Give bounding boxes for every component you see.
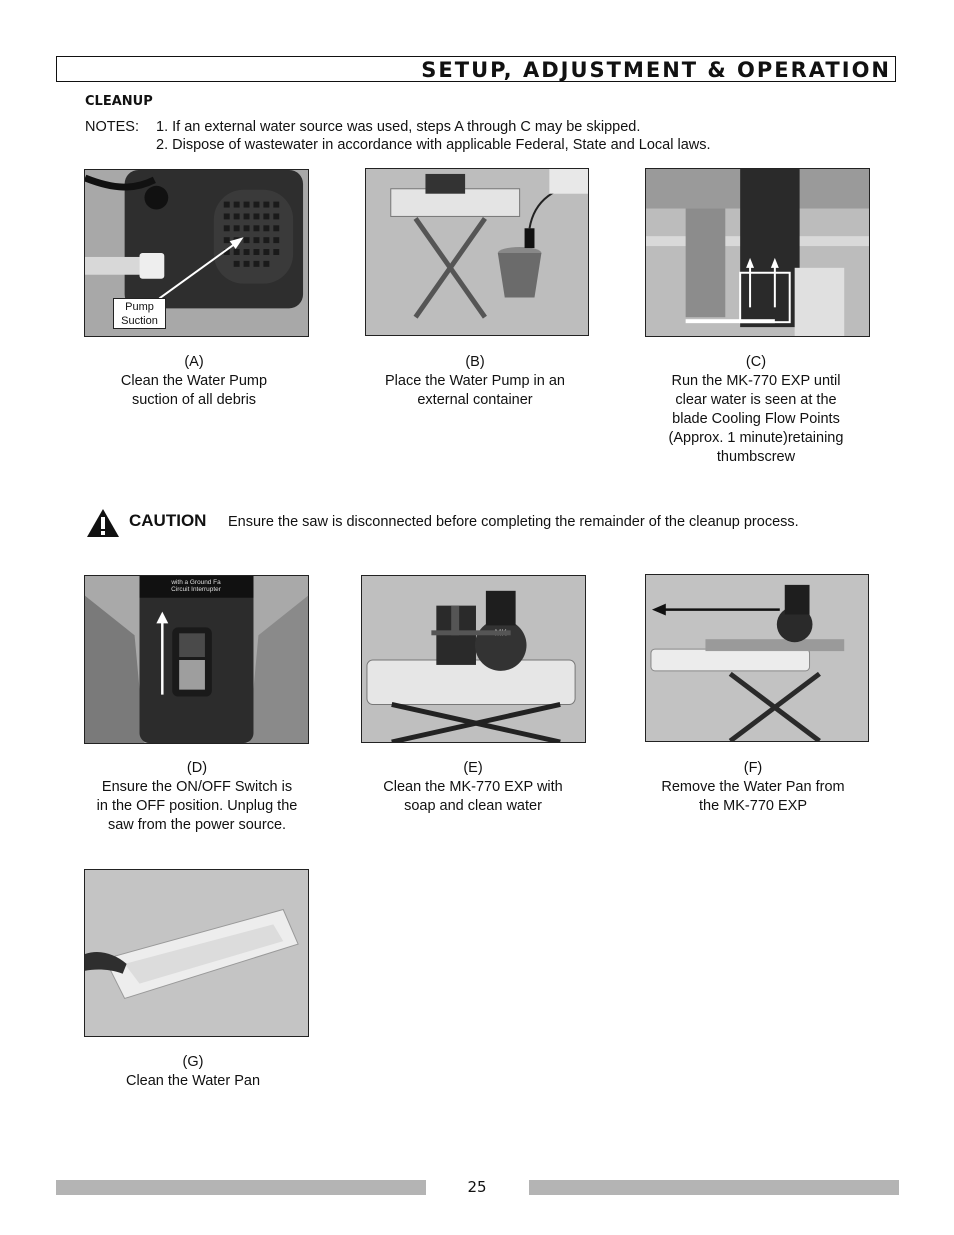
caution-text: Ensure the saw is disconnected before completing the remainder of the cleanup process. [228, 514, 799, 530]
caption-line: Clean the Water Pan [125, 1073, 261, 1089]
caption-line: Run the MK-770 EXP until [671, 373, 841, 389]
callout-line-1: Pump [125, 301, 154, 313]
caption-line: external container [417, 392, 533, 408]
pump-suction-callout [113, 298, 166, 329]
caption-letter: (F) [743, 760, 763, 776]
page-number: 25 [467, 1178, 487, 1196]
footer-bar-right [529, 1180, 899, 1195]
caption-line: (Approx. 1 minute)retaining [668, 430, 844, 446]
caption-letter: (G) [182, 1054, 204, 1070]
photo-d-switch [84, 575, 309, 744]
notes-label: NOTES: [85, 119, 139, 135]
caption-line: Clean the Water Pump [120, 373, 268, 389]
caption-a [79, 353, 309, 410]
warning-triangle-icon [86, 508, 120, 538]
caption-line: in the OFF position. Unplug the [96, 798, 298, 814]
caption-e [358, 759, 588, 816]
caption-line: Remove the Water Pan from [661, 779, 845, 795]
caption-line: Place the Water Pump in an [385, 373, 565, 389]
caption-g [78, 1053, 308, 1091]
caption-line: Ensure the ON/OFF Switch is [101, 779, 293, 795]
photo-b-pump-container [365, 168, 589, 336]
note-2: 2. Dispose of wastewater in accordance with applicable Federal, State and Local laws. [156, 137, 711, 153]
photo-e-clean-saw [361, 575, 586, 743]
caption-f [638, 759, 868, 816]
caption-line: blade Cooling Flow Points [672, 411, 840, 427]
caption-letter: (B) [465, 354, 485, 370]
callout-line-2: Suction [121, 315, 158, 327]
caption-letter: (D) [186, 760, 208, 776]
gfci-text-2: Circuit Interrupter [171, 585, 221, 593]
page-title: SETUP, ADJUSTMENT & OPERATION [421, 58, 891, 82]
footer-bar-left [56, 1180, 426, 1195]
caption-letter: (C) [745, 354, 767, 370]
photo-g-clean-pan [84, 869, 309, 1037]
section-header [56, 56, 896, 82]
caption-letter: (A) [184, 354, 204, 370]
gfci-text-1: with a Ground Fa [171, 578, 221, 586]
caption-line: clear water is seen at the [675, 392, 837, 408]
caption-line: soap and clean water [404, 798, 542, 814]
caption-d [82, 759, 312, 835]
caption-letter: (E) [463, 760, 483, 776]
caption-c [641, 353, 871, 467]
note-1: 1. If an external water source was used, steps A through C may be skipped. [156, 119, 641, 135]
caption-b [360, 353, 590, 410]
caption-line: saw from the power source. [107, 817, 287, 833]
caution-label: CAUTION [129, 511, 207, 530]
section-title: CLEANUP [85, 94, 153, 109]
photo-c-cooling-flow [645, 168, 870, 337]
caption-line: thumbscrew [716, 449, 796, 465]
caption-line: suction of all debris [131, 392, 257, 408]
photo-f-remove-pan [645, 574, 869, 742]
caption-line: the MK-770 EXP [699, 798, 807, 814]
caption-line: Clean the MK-770 EXP with [383, 779, 563, 795]
